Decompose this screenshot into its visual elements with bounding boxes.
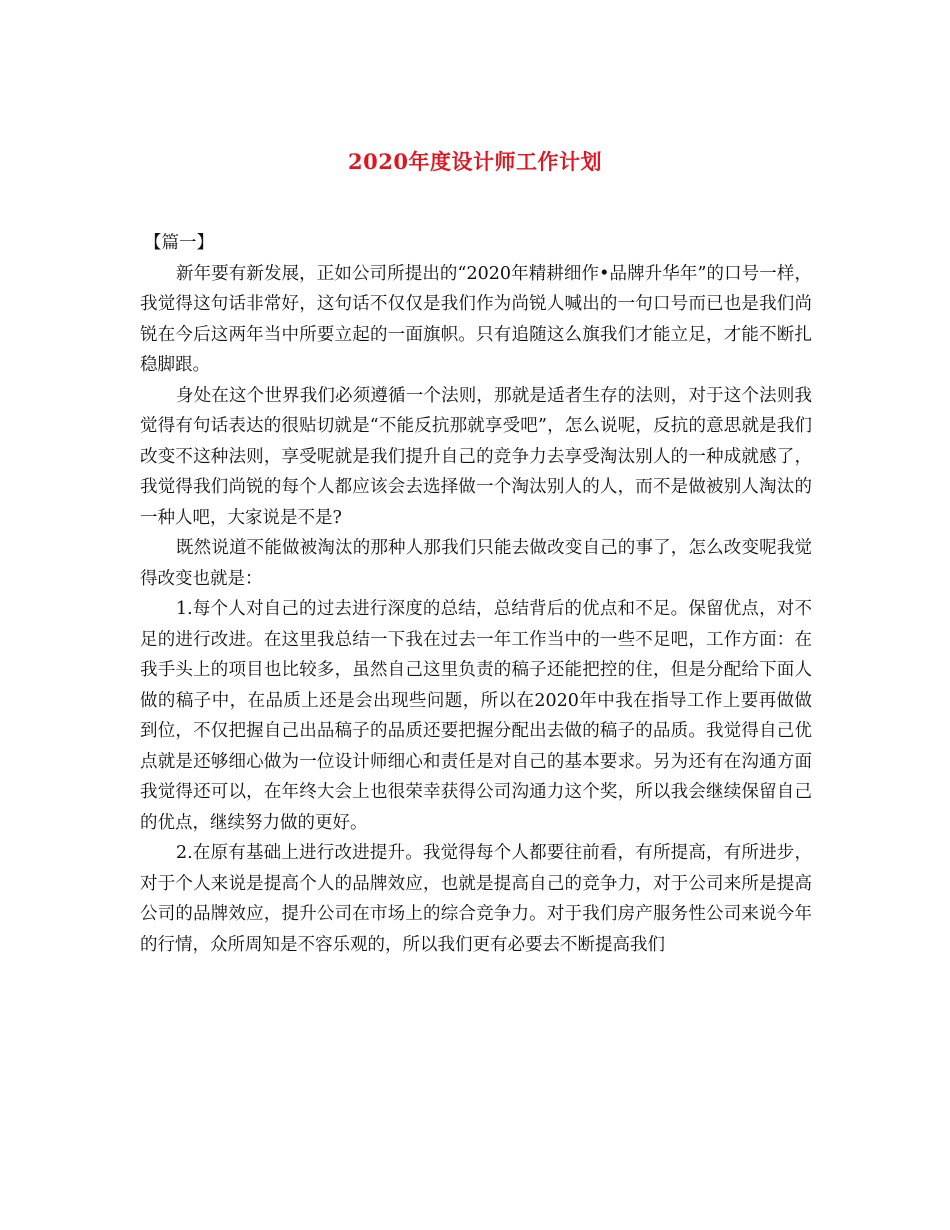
paragraph: 身处在这个世界我们必须遵循一个法则，那就是适者生存的法则，对于这个法则我觉得有句话表达的很贴切就是“不能反抗那就享受吧”，怎么说呢，反抗的意思就是我们改变不这种法则，享受呢就是我们提升自己的竞争力去享受淘汰别人的一种成就感了，我觉得我们尚锐的每个人都应该会去选择做一个淘汰别人的人，而不是做被别人淘汰的一种人吧，大家说是不是? [140,385,812,528]
paragraph: 1.每个人对自己的过去进行深度的总结，总结背后的优点和不足。保留优点，对不足的进行改进。在这里我总结一下我在过去一年工作当中的一些不足吧，工作方面：在我手头上的项目也比较多，虽然自己这里负责的稿子还能把控的住，但是分配给下面人做的稿子中，在品质上还是会出现些问题，所以在2020年中我在指导工作上要再做做到位，不仅把握自己出品稿子的品质还要把握分配出去做的稿子的品质。我觉得自己优点就是还够细心做为一位设计师细心和责任是对自己的基本要求。另为还有在沟通方面我觉得还可以，在年终大会上也很荣幸获得公司沟通力这个奖，所以我会继续保留自己的优点，继续努力做的更好。 [140,599,812,833]
paragraph: 新年要有新发展，正如公司所提出的“2020年精耕细作•品牌升华年”的口号一样，我觉得这句话非常好，这句话不仅仅是我们作为尚锐人喊出的一句口号而已也是我们尚锐在今后这两年当中所要立起的一面旗帜。只有追随这么旗我们才能立足，才能不断扎稳脚跟。 [140,263,812,375]
paragraph: 既然说道不能做被淘汰的那种人那我们只能去做改变自己的事了，怎么改变呢我觉得改变也就是： [140,538,812,589]
section-label: 【篇一】 [144,233,214,253]
paragraph: 2.在原有基础上进行改进提升。我觉得每个人都要往前看，有所提高，有所进步，对于个人来说是提高个人的品牌效应，也就是提高自己的竞争力，对于公司来所是提高公司的品牌效应，提升公司在市场上的综合竞争力。对于我们房产服务性公司来说今年的行情，众所周知是不容乐观的，所以我们更有必要去不断提高我们 [140,843,812,955]
document-body [140,228,812,960]
document-title: 2020年度设计师工作计划 [348,149,602,174]
